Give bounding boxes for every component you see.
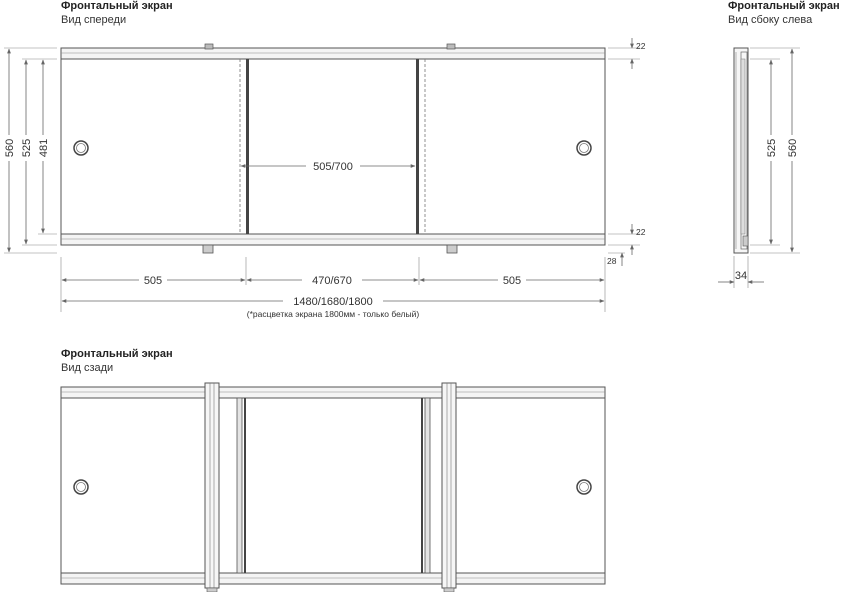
back-top-rail bbox=[61, 387, 605, 398]
color-note: (*расцветка экрана 1800мм - только белый) bbox=[246, 309, 420, 319]
dim-center-opening: 505/700 bbox=[313, 161, 353, 173]
dim-rail-top: 22 bbox=[636, 41, 646, 51]
side-view-subtitle: Вид сбоку слева bbox=[728, 14, 813, 26]
front-center-door-left-edge bbox=[246, 59, 249, 234]
dim-side-height-panel: 525 bbox=[766, 138, 778, 158]
dim-total-length: 1480/1680/1800 bbox=[293, 296, 373, 308]
front-view-subtitle: Вид спереди bbox=[61, 14, 127, 26]
front-foot-right bbox=[447, 245, 457, 253]
dim-side-depth: 34 bbox=[734, 270, 748, 282]
back-view-subtitle: Вид сзади bbox=[61, 362, 114, 374]
front-center-door-right-edge bbox=[416, 59, 419, 234]
dim-rail-bottom: 22 bbox=[636, 227, 646, 237]
front-top-rail bbox=[61, 48, 605, 59]
side-view-title: Фронтальный экран bbox=[728, 0, 840, 12]
dim-center-width: 470/670 bbox=[312, 275, 352, 287]
back-support-left bbox=[205, 383, 219, 588]
back-support-right bbox=[442, 383, 456, 588]
back-bottom-rail bbox=[61, 573, 605, 584]
side-view bbox=[718, 48, 800, 288]
back-view-title: Фронтальный экран bbox=[61, 348, 173, 360]
back-view bbox=[61, 383, 605, 592]
front-foot-left bbox=[203, 245, 213, 253]
front-bottom-rail bbox=[61, 234, 605, 245]
dim-left-width: 505 bbox=[143, 275, 163, 287]
dim-right-width: 505 bbox=[502, 275, 522, 287]
dim-foot: 28 bbox=[607, 256, 617, 266]
dim-height-total: 560 bbox=[4, 138, 16, 158]
dim-height-door: 481 bbox=[38, 138, 50, 158]
dim-height-panel: 525 bbox=[21, 138, 33, 158]
front-view bbox=[2, 38, 646, 319]
dim-side-height-total: 560 bbox=[787, 138, 799, 158]
front-view-title: Фронтальный экран bbox=[61, 0, 173, 12]
